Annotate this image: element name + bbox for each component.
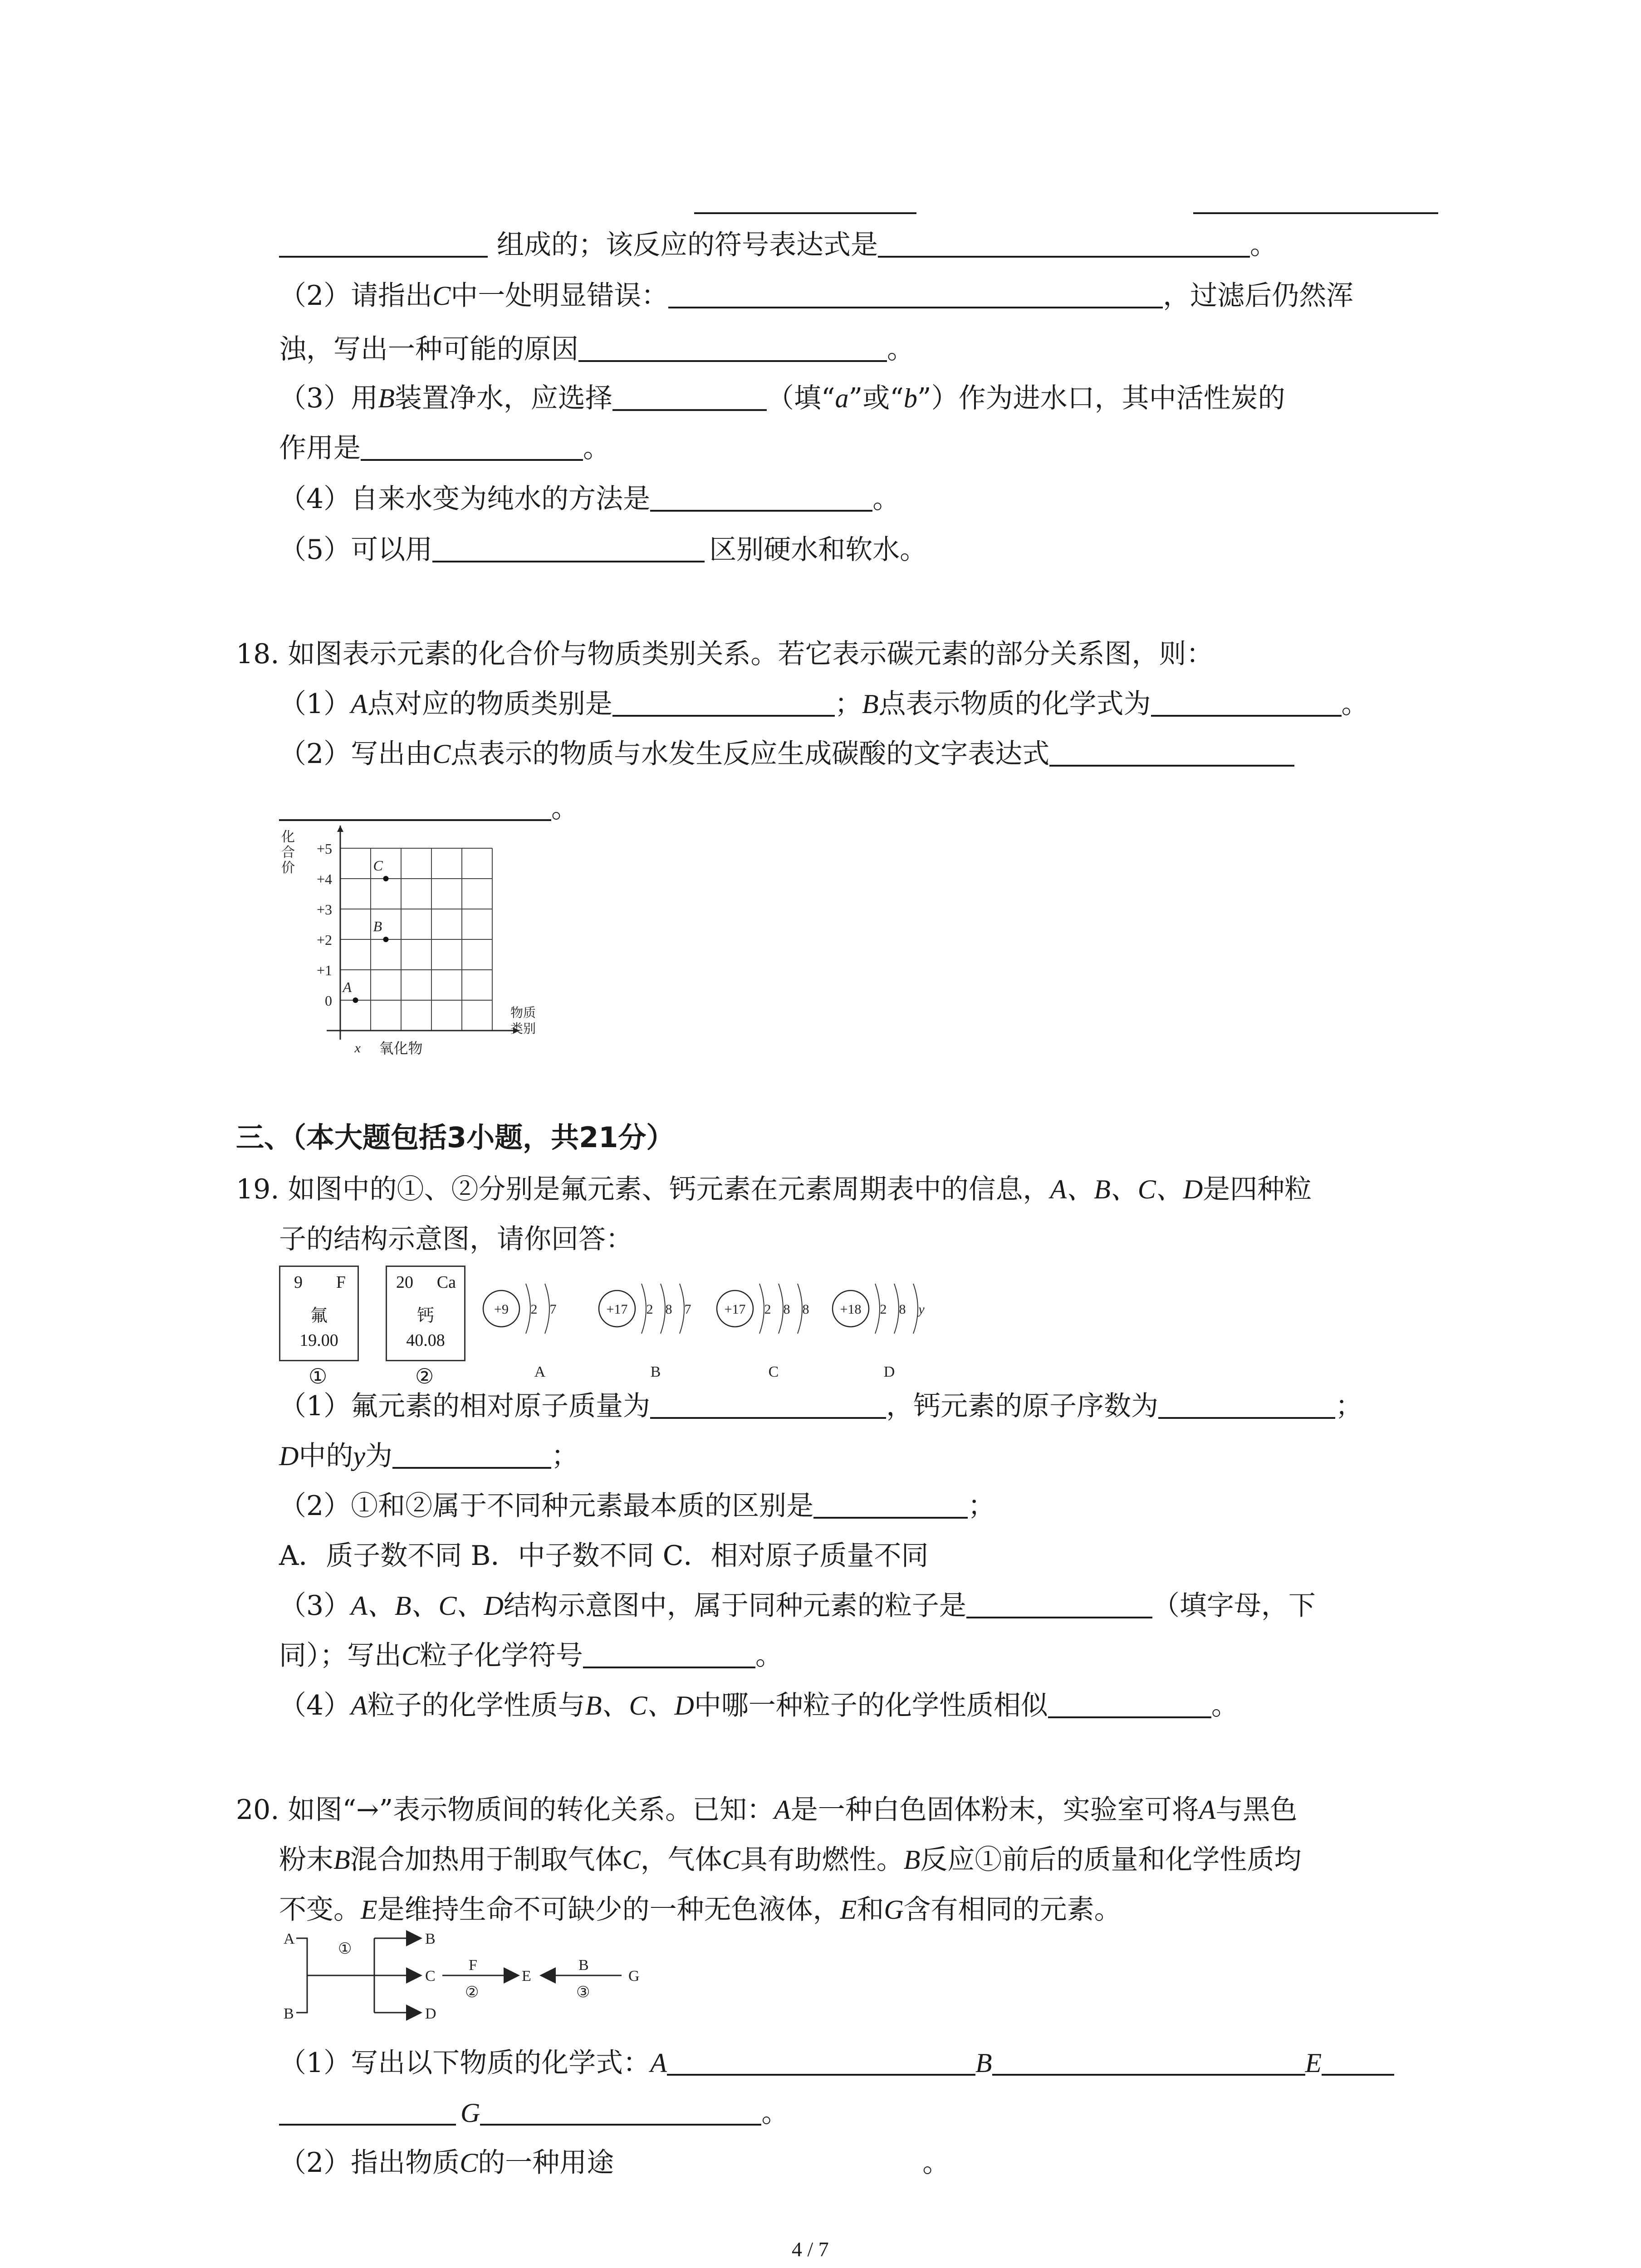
electron-shell-arc — [759, 1284, 764, 1334]
answer-blank[interactable] — [612, 687, 835, 717]
label-B2: B — [578, 1957, 589, 1974]
electron-shell-arc — [875, 1284, 880, 1334]
text: 粒子的化学性质与 — [367, 1690, 585, 1721]
text: D — [279, 1441, 299, 1471]
text: b — [903, 383, 917, 413]
atomic-mass: 19.00 — [299, 1331, 338, 1350]
y-tick-label: +3 — [316, 901, 332, 918]
nucleus-charge: +17 — [724, 1302, 746, 1317]
answer-blank[interactable] — [432, 533, 705, 562]
node-G: G — [628, 1968, 640, 1984]
nucleus-charge: +9 — [494, 1302, 509, 1317]
q18-part2 — [279, 736, 1294, 772]
text: A — [351, 689, 367, 719]
shell-electron-count: 8 — [899, 1302, 906, 1317]
q17-part3-cont — [279, 430, 610, 466]
y-tick-label: +5 — [316, 841, 332, 857]
text: B — [903, 1845, 921, 1875]
text: C — [722, 1845, 740, 1875]
node-B: B — [284, 2005, 294, 2022]
answer-blank[interactable] — [578, 332, 887, 362]
periodic-cell-calcium — [386, 1266, 465, 1361]
text: C — [460, 2148, 478, 2178]
text: ； — [551, 1440, 578, 1472]
shell-electron-count: 2 — [646, 1302, 653, 1317]
text: ”或“ — [848, 382, 904, 414]
q17-part3 — [279, 380, 1285, 416]
answer-blank[interactable] — [694, 212, 916, 214]
text: A、B、C、D — [1050, 1174, 1203, 1204]
text: 是维持生命不可缺少的一种无色液体， — [377, 1894, 840, 1926]
valence-chart — [268, 816, 612, 1070]
node-A: A — [284, 1931, 295, 1947]
electron-shell-arc — [526, 1284, 530, 1334]
text: 。 — [1211, 1690, 1239, 1721]
node-E: E — [522, 1968, 531, 1984]
electron-shell-arc — [913, 1284, 918, 1334]
shell-electron-count: 7 — [684, 1302, 691, 1317]
answer-blank[interactable] — [361, 431, 583, 461]
answer-blank[interactable] — [392, 1439, 551, 1469]
text: 。 — [872, 483, 900, 515]
x-tick-label: x — [354, 1041, 361, 1056]
text: 4 / 7 — [792, 2238, 829, 2261]
q19-part1-cont — [279, 1438, 578, 1474]
answer-blank[interactable] — [1158, 1389, 1335, 1419]
text: 。 — [922, 2147, 950, 2179]
text: A、B、C、D — [351, 1591, 504, 1621]
text: （1）氟元素的相对原子质量为 — [279, 1390, 651, 1422]
electron-shell-arc — [779, 1284, 783, 1334]
answer-blank[interactable] — [279, 228, 488, 258]
text: （填字母，下 — [1152, 1590, 1316, 1622]
text: C — [402, 1641, 420, 1671]
text: C — [432, 281, 451, 311]
text: （4）自来水变为纯水的方法是 — [279, 483, 651, 515]
answer-blank[interactable] — [583, 1638, 755, 1668]
q18-part1 — [279, 686, 1369, 722]
text: a — [835, 383, 849, 413]
electron-shell-arc — [642, 1284, 646, 1334]
electron-shell-arc — [894, 1284, 899, 1334]
text: 。 — [887, 333, 914, 365]
label-F: F — [469, 1957, 477, 1974]
text: 子的结构示意图，请你回答： — [279, 1223, 633, 1255]
q19-stem — [236, 1171, 1312, 1207]
answer-blank[interactable] — [650, 482, 872, 512]
page-number — [792, 2237, 829, 2261]
atomic-number: 9 — [294, 1273, 303, 1292]
text: 中的 — [299, 1440, 353, 1472]
text: G — [460, 2098, 480, 2128]
point-A — [353, 997, 358, 1003]
atom-label: B — [650, 1364, 661, 1380]
text: 区别硬水和软水。 — [709, 534, 927, 566]
text: 。 — [1341, 688, 1369, 720]
q20-part1-cont — [279, 2095, 789, 2131]
answer-blank[interactable] — [992, 2046, 1305, 2076]
point-label-A: A — [343, 979, 352, 995]
text: B — [975, 2048, 992, 2078]
text: 反应①前后的质量和化学性质均 — [920, 1844, 1302, 1876]
answer-blank[interactable] — [667, 2046, 975, 2076]
shell-electron-count: 2 — [764, 1302, 771, 1317]
atom-D — [833, 1284, 925, 1380]
text: 19. 如图中的①、②分别是氟元素、钙元素在元素周期表中的信息， — [236, 1173, 1050, 1205]
shell-electron-count: y — [918, 1302, 925, 1317]
text: （填“ — [766, 382, 835, 414]
answer-blank[interactable] — [1151, 687, 1342, 717]
q20-stem-2 — [279, 1842, 1301, 1878]
text: 含有相同的元素。 — [903, 1894, 1122, 1926]
y-tick-label: +4 — [316, 871, 332, 887]
text: B — [378, 383, 395, 413]
x-axis-label: 物质 — [510, 1006, 536, 1020]
electron-shell-arc — [661, 1284, 665, 1334]
q19-part3-cont — [279, 1637, 783, 1674]
text: 点表示的物质与水发生反应生成碳酸的文字表达式 — [451, 738, 1050, 770]
text: （3） — [279, 1590, 351, 1622]
nucleus-charge: +17 — [606, 1302, 628, 1317]
text: 作用是 — [279, 432, 361, 464]
answer-blank[interactable] — [813, 1489, 968, 1519]
q17-part2-cont — [279, 331, 914, 367]
text: （2）①和②属于不同种元素最本质的区别是 — [279, 1490, 814, 1522]
element-name: 钙 — [416, 1305, 434, 1325]
text: （2）指出物质 — [279, 2147, 460, 2179]
text: A — [650, 2048, 667, 2078]
nucleus-charge: +18 — [840, 1302, 862, 1317]
answer-blank[interactable] — [668, 279, 1163, 308]
text: 的一种用途 — [478, 2147, 614, 2179]
electron-shell-arc — [680, 1284, 684, 1334]
q20-part2 — [279, 2145, 950, 2181]
text: C — [622, 1845, 641, 1875]
y-axis-arrow — [337, 826, 343, 832]
conversion-diagram — [279, 1926, 656, 2030]
shell-electron-count: 8 — [802, 1302, 809, 1317]
shell-electron-count: 7 — [549, 1302, 557, 1317]
text: 。 — [755, 1640, 783, 1672]
atomic-mass: 40.08 — [406, 1331, 445, 1350]
bracket-line — [296, 1938, 307, 2013]
text: （5）可以用 — [279, 534, 433, 566]
y-axis-label: 化 — [281, 830, 295, 845]
atom-C — [717, 1284, 809, 1380]
q19-part4 — [279, 1687, 1239, 1724]
q19-part3 — [279, 1588, 1316, 1624]
text: 点表示物质的化学式为 — [878, 688, 1151, 720]
answer-blank[interactable] — [966, 1589, 1152, 1618]
y-tick-label: +2 — [316, 932, 332, 948]
text: 装置净水，应选择 — [394, 382, 612, 414]
shell-electron-count: 2 — [530, 1302, 538, 1317]
text: C — [432, 739, 451, 769]
text: E — [1305, 2048, 1322, 2078]
text: A — [774, 1795, 791, 1825]
atom-label: A — [534, 1364, 546, 1380]
reaction-3-label: ③ — [576, 1984, 590, 2001]
answer-blank[interactable] — [1049, 737, 1294, 767]
answer-blank[interactable] — [480, 2096, 761, 2126]
x-axis-label: 类别 — [510, 1022, 536, 1036]
text: 18. 如图表示元素的化合价与物质类别关系。若它表示碳元素的部分关系图，则： — [236, 638, 1214, 670]
text: 。 — [1250, 229, 1277, 261]
q19-part2 — [279, 1488, 995, 1524]
y-axis-label: 合 — [281, 845, 295, 860]
answer-blank[interactable] — [1193, 212, 1438, 214]
element-symbol: Ca — [436, 1273, 456, 1292]
electron-shell-arc — [798, 1284, 802, 1334]
text: G — [884, 1895, 904, 1925]
periodic-cell-fluorine — [279, 1266, 359, 1361]
electron-shell-arc — [545, 1284, 549, 1334]
text: 结构示意图中，属于同种元素的粒子是 — [503, 1590, 966, 1622]
node-out-B: B — [425, 1931, 436, 1947]
text: B、C、D — [585, 1691, 694, 1721]
atomic-number: 20 — [396, 1273, 413, 1292]
text: （1）写出以下物质的化学式： — [279, 2047, 651, 2079]
text: 点对应的物质类别是 — [367, 688, 612, 720]
answer-blank[interactable] — [1322, 2046, 1394, 2076]
text: （4） — [279, 1690, 351, 1721]
text: ，气体 — [640, 1844, 722, 1876]
q19-part1 — [279, 1388, 1362, 1424]
point-B — [383, 937, 389, 942]
text: A．质子数不同 B．中子数不同 C．相对原子质量不同 — [279, 1540, 929, 1572]
atom-B — [599, 1284, 691, 1380]
q19-stem-cont — [279, 1221, 633, 1257]
text: 是一种白色固体粉末，实验室可将 — [790, 1794, 1199, 1826]
text: ； — [834, 688, 862, 720]
text: 不变。 — [279, 1894, 361, 1926]
text: E — [361, 1895, 377, 1925]
text: 浊，写出一种可能的原因 — [279, 333, 578, 365]
text: 粒子化学符号 — [420, 1640, 583, 1672]
q17-line1 — [279, 227, 1277, 263]
text: 。 — [551, 792, 578, 824]
text: （1） — [279, 688, 351, 720]
text: B — [862, 689, 879, 719]
q17-part5 — [279, 532, 927, 568]
element-symbol: F — [336, 1273, 346, 1292]
shell-electron-count: 8 — [783, 1302, 790, 1317]
answer-blank[interactable] — [878, 228, 1250, 258]
atom-label: D — [883, 1364, 895, 1380]
text: 具有助燃性。 — [740, 1844, 904, 1876]
text: B — [333, 1845, 350, 1875]
answer-blank[interactable] — [612, 381, 767, 411]
answer-blank[interactable] — [279, 2096, 456, 2126]
text: 。 — [583, 432, 610, 464]
point-label-B: B — [373, 918, 382, 934]
text: ”）作为进水口，其中活性炭的 — [917, 382, 1285, 414]
text: 和 — [857, 1894, 884, 1926]
text: 组成的；该反应的符号表达式是 — [497, 229, 878, 261]
text: 20. 如图“→”表示物质间的转化关系。已知： — [236, 1794, 774, 1826]
text: 粉末 — [279, 1844, 333, 1876]
text: 中一处明显错误： — [451, 280, 669, 312]
y-tick-label: +1 — [316, 962, 332, 978]
text: 三、（本大题包括3小题，共21分） — [236, 1121, 675, 1154]
text: ； — [1335, 1390, 1363, 1422]
reaction-2-label: ② — [465, 1984, 479, 2001]
answer-blank[interactable] — [650, 1389, 886, 1419]
atom-structure-diagrams — [481, 1266, 957, 1393]
y-tick-label: 0 — [325, 992, 332, 1009]
text: （3）用 — [279, 382, 378, 414]
text: ① — [309, 1365, 328, 1388]
q20-stem-3 — [279, 1892, 1122, 1928]
q20-part1 — [279, 2045, 1394, 2081]
text: 与黑色 — [1215, 1794, 1298, 1826]
text: A — [351, 1691, 367, 1721]
answer-blank[interactable] — [1048, 1688, 1211, 1718]
q19-part2-options — [279, 1538, 928, 1574]
node-D: D — [425, 2005, 436, 2022]
q17-part2 — [279, 278, 1353, 314]
text: ，过滤后仍然浑 — [1163, 280, 1354, 312]
text: 。 — [761, 2097, 789, 2129]
text: 中哪一种粒子的化学性质相似 — [694, 1690, 1048, 1721]
text: 同）；写出 — [279, 1640, 402, 1672]
q17-part4 — [279, 481, 900, 517]
atom-A — [483, 1284, 557, 1380]
q18-stem — [236, 636, 1214, 672]
text: E — [840, 1895, 857, 1925]
element-name: 氟 — [310, 1305, 328, 1325]
text: 为 — [365, 1440, 392, 1472]
shell-electron-count: 2 — [880, 1302, 887, 1317]
node-C: C — [425, 1968, 436, 1984]
text: A — [1199, 1795, 1216, 1825]
text: ② — [415, 1365, 434, 1388]
text: ，钙元素的原子序数为 — [886, 1390, 1159, 1422]
y-axis-label: 价 — [281, 860, 295, 875]
section-title — [236, 1119, 674, 1156]
reaction-1-label: ① — [338, 1941, 352, 1957]
text: 是四种粒 — [1203, 1173, 1312, 1205]
text: y — [353, 1441, 365, 1471]
text: （2）写出由 — [279, 738, 433, 770]
point-C — [383, 876, 389, 881]
x-tick-label: 氧化物 — [379, 1040, 423, 1056]
text: ； — [968, 1490, 995, 1522]
shell-electron-count: 8 — [665, 1302, 672, 1317]
point-label-C: C — [373, 857, 383, 874]
text: 混合加热用于制取气体 — [350, 1844, 622, 1876]
atom-label: C — [768, 1364, 779, 1380]
q20-stem — [236, 1792, 1297, 1828]
text: （2）请指出 — [279, 280, 433, 312]
